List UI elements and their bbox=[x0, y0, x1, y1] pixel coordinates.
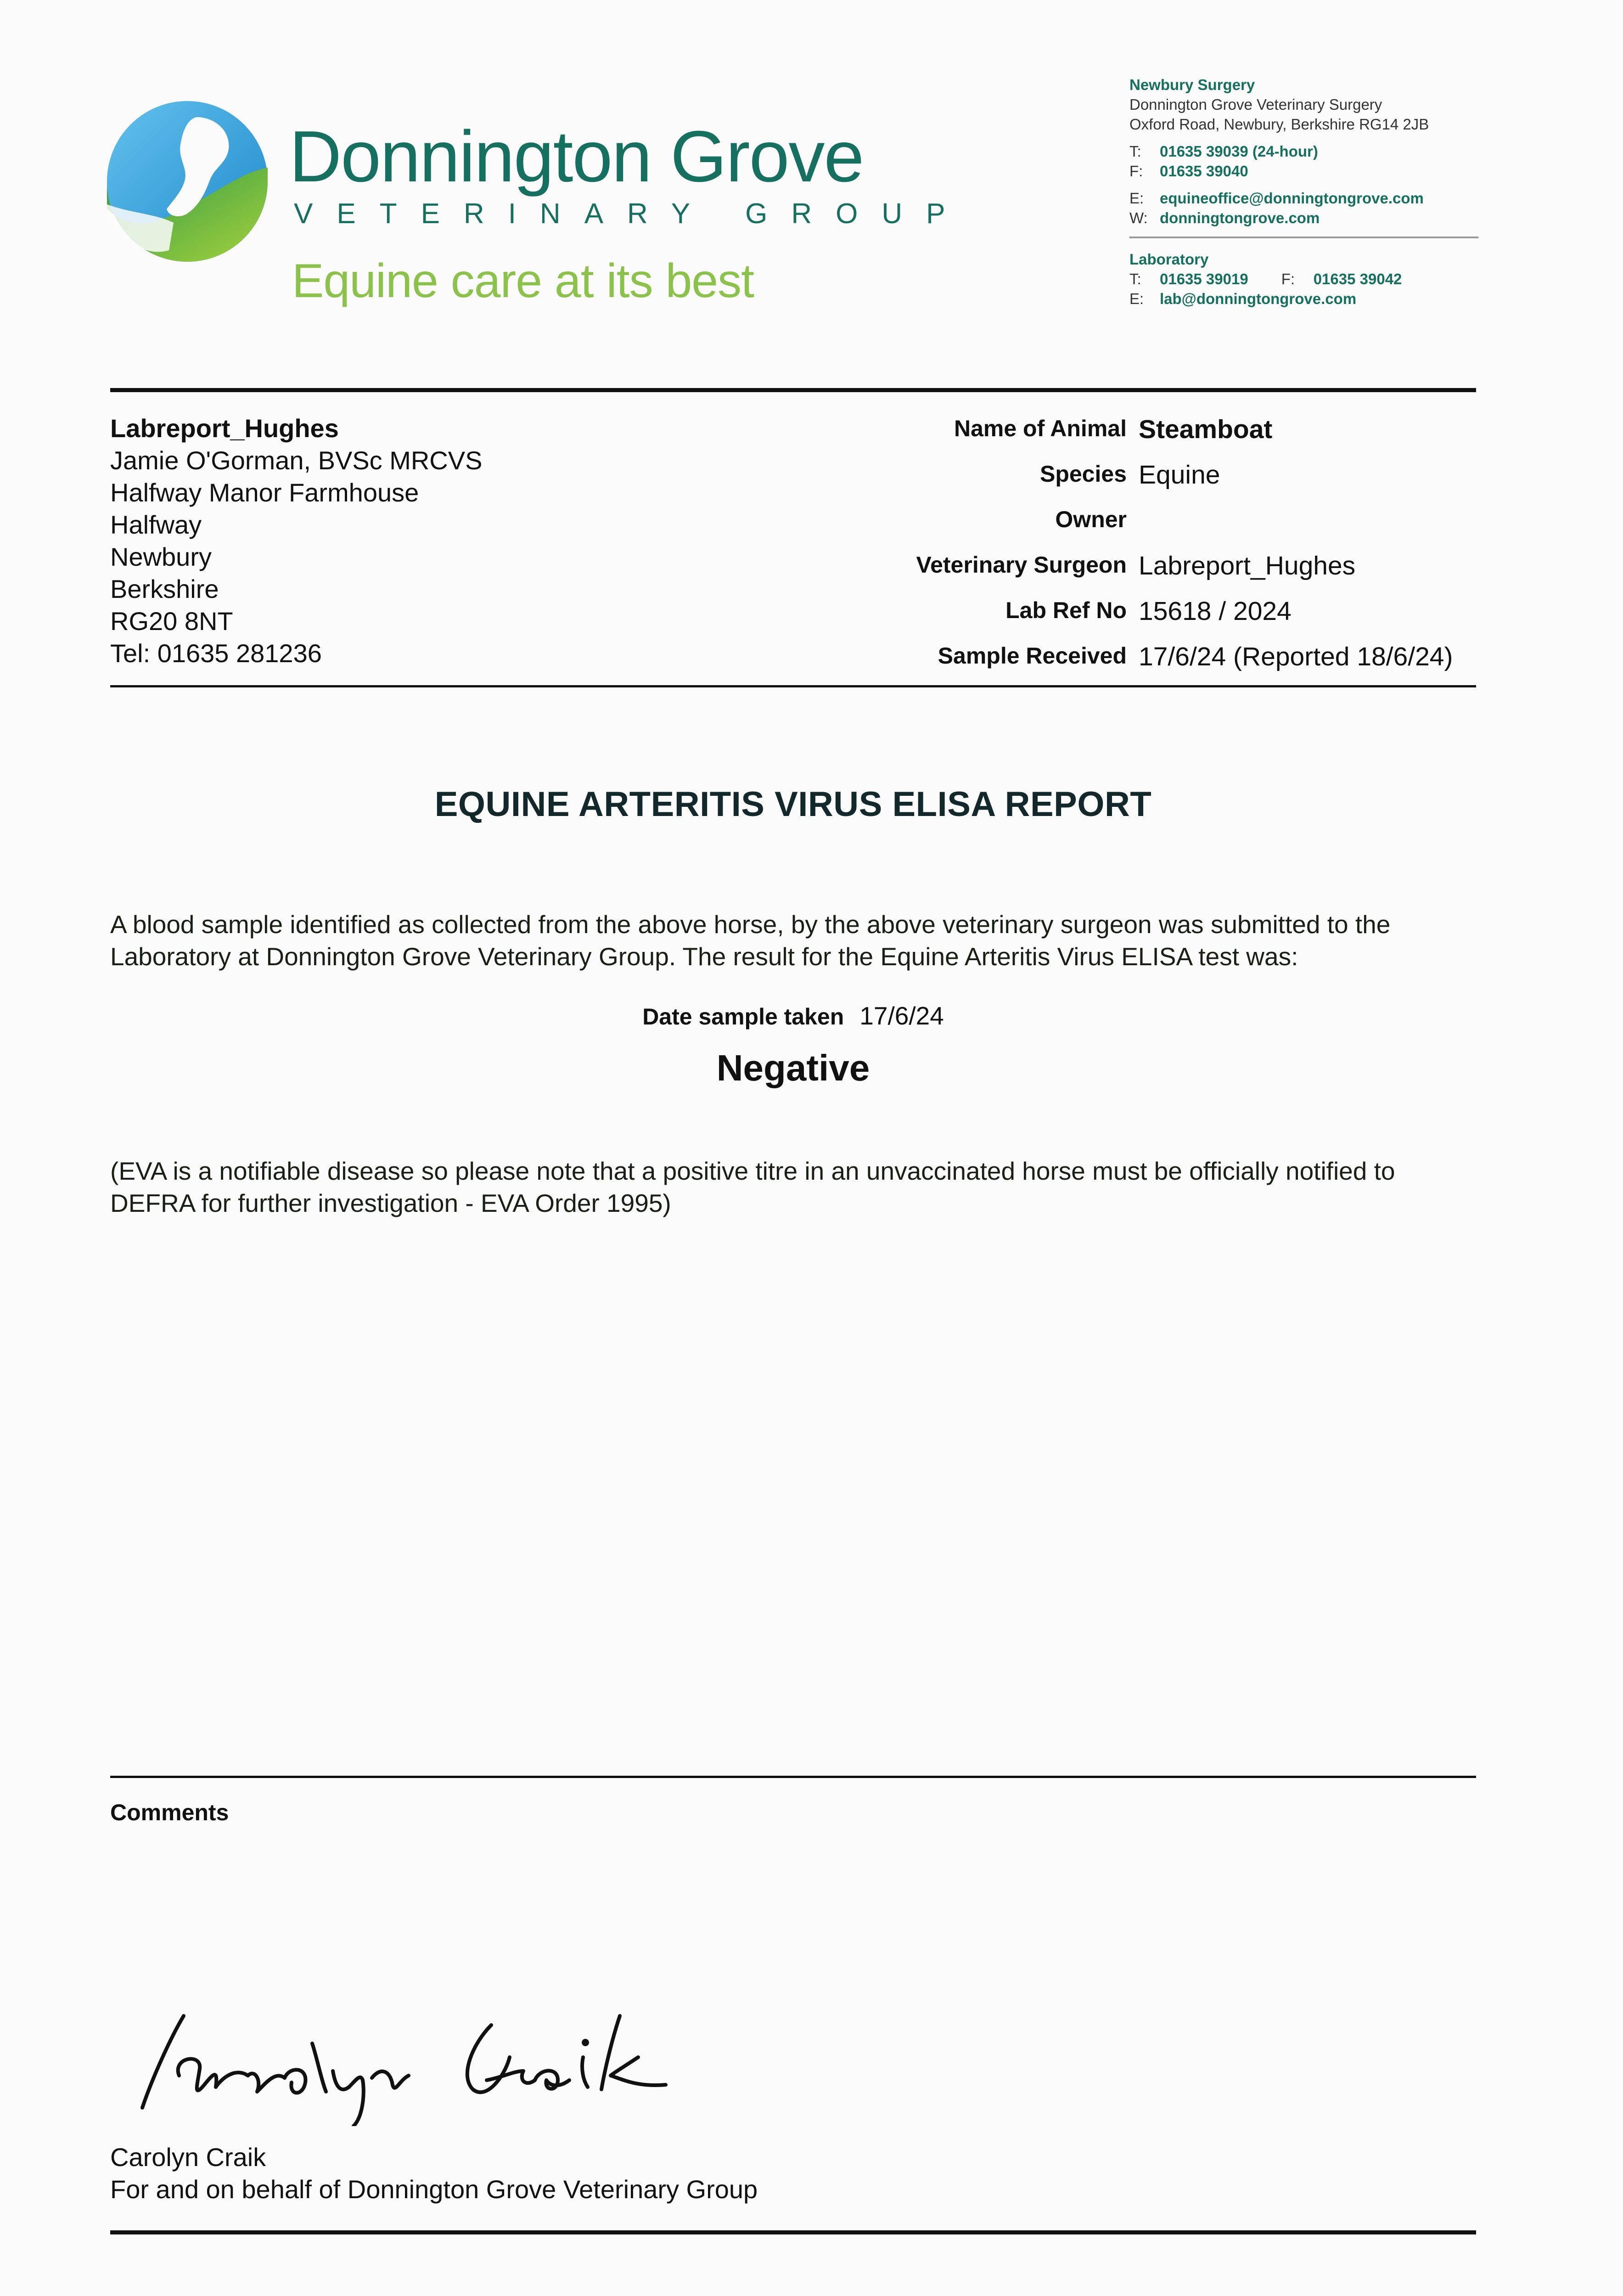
surgery-title: Newbury Surgery bbox=[1129, 76, 1255, 93]
recipient-address bbox=[110, 412, 482, 670]
laboratory-fax: 01635 39042 bbox=[1313, 270, 1402, 287]
surgery-contact bbox=[1129, 75, 1478, 228]
logo-icon bbox=[105, 99, 270, 264]
recipient-name: Labreport_Hughes bbox=[110, 414, 339, 443]
surgery-phone[interactable]: 01635 39039 (24-hour) bbox=[1160, 143, 1318, 160]
web-label: W: bbox=[1129, 209, 1148, 226]
signature-image bbox=[124, 1988, 721, 2126]
header-rule bbox=[110, 388, 1476, 392]
detail-label: Lab Ref No bbox=[1005, 597, 1127, 623]
detail-label: Name of Animal bbox=[954, 416, 1127, 441]
tel-label: T: bbox=[1129, 143, 1141, 160]
brand-subtitle: VETERINARY GROUP bbox=[294, 198, 969, 230]
animal-name-value: Steamboat bbox=[1139, 415, 1273, 444]
detail-row-veterinary-surgeon bbox=[716, 549, 1478, 594]
laboratory-phone[interactable]: 01635 39019 bbox=[1160, 270, 1248, 287]
date-taken-label: Date sample taken bbox=[642, 1004, 844, 1030]
sample-received-value: 17/6/24 (Reported 18/6/24) bbox=[1139, 642, 1453, 671]
address-line: Berkshire bbox=[110, 574, 219, 603]
species-value: Equine bbox=[1139, 460, 1220, 490]
comments-label: Comments bbox=[110, 1800, 229, 1825]
detail-label: Sample Received bbox=[938, 643, 1127, 669]
address-line: Tel: 01635 281236 bbox=[110, 639, 322, 668]
fax-label: F: bbox=[1129, 163, 1143, 180]
test-result: Negative bbox=[716, 1047, 870, 1088]
email-label: E: bbox=[1129, 290, 1144, 307]
detail-row-species bbox=[716, 458, 1478, 503]
detail-row-animal-name bbox=[716, 412, 1478, 458]
surgery-address-line: Oxford Road, Newbury, Berkshire RG14 2JB bbox=[1129, 116, 1429, 133]
signatory-name: Carolyn Craik bbox=[110, 2143, 266, 2172]
report-title: EQUINE ARTERITIS VIRUS ELISA REPORT bbox=[434, 785, 1152, 824]
detail-label: Owner bbox=[1055, 506, 1127, 532]
lab-ref-value: 15618 / 2024 bbox=[1139, 597, 1292, 626]
detail-row-owner bbox=[716, 503, 1478, 549]
veterinary-surgeon-value: Labreport_Hughes bbox=[1139, 551, 1356, 580]
brand-tagline: Equine care at its best bbox=[292, 254, 754, 308]
address-line: Jamie O'Gorman, BVSc MRCVS bbox=[110, 446, 483, 475]
animal-details bbox=[716, 412, 1478, 685]
address-line: Halfway bbox=[110, 510, 202, 539]
website-link[interactable]: donningtongrove.com bbox=[1160, 209, 1320, 226]
tel-label: T: bbox=[1129, 270, 1141, 287]
laboratory-email-link[interactable]: lab@donningtongrove.com bbox=[1160, 290, 1357, 307]
surgery-email-link[interactable]: equineoffice@donningtongrove.com bbox=[1160, 190, 1424, 207]
email-label: E: bbox=[1129, 190, 1144, 207]
date-sample-taken bbox=[110, 1001, 1476, 1030]
detail-label: Species bbox=[1039, 461, 1127, 487]
detail-label: Veterinary Surgeon bbox=[916, 552, 1127, 578]
surgery-address-line: Donnington Grove Veterinary Surgery bbox=[1129, 96, 1382, 113]
footer-rule bbox=[110, 2230, 1476, 2234]
comments-rule bbox=[110, 1776, 1476, 1778]
signatory bbox=[110, 2141, 758, 2206]
details-rule bbox=[110, 685, 1476, 687]
date-taken-value: 17/6/24 bbox=[859, 1002, 944, 1030]
contact-divider bbox=[1129, 236, 1478, 238]
signatory-behalf: For and on behalf of Donnington Grove Veterinary Group bbox=[110, 2175, 758, 2204]
address-line: RG20 8NT bbox=[110, 607, 233, 636]
surgery-fax: 01635 39040 bbox=[1160, 163, 1248, 180]
brand-name: Donnington Grove bbox=[289, 116, 864, 197]
report-intro: A blood sample identified as collected from the above horse, by the above veterinary surgeon was submitted to the Laboratory at Donnington Grove Veterinary Group. The result for the Equine Arteritis Virus ELISA test was: bbox=[110, 910, 1391, 971]
detail-row-sample-received bbox=[716, 640, 1478, 685]
laboratory-contact bbox=[1129, 249, 1478, 309]
notifiable-disease-notice: (EVA is a notifiable disease so please note that a positive titre in an unvaccinated horse must be officially notified to DEFRA for further investigation - EVA Order 1995) bbox=[110, 1157, 1395, 1217]
fax-label: F: bbox=[1281, 270, 1295, 287]
detail-row-lab-ref bbox=[716, 594, 1478, 640]
address-line: Newbury bbox=[110, 542, 212, 571]
address-line: Halfway Manor Farmhouse bbox=[110, 478, 419, 507]
laboratory-title: Laboratory bbox=[1129, 251, 1209, 268]
